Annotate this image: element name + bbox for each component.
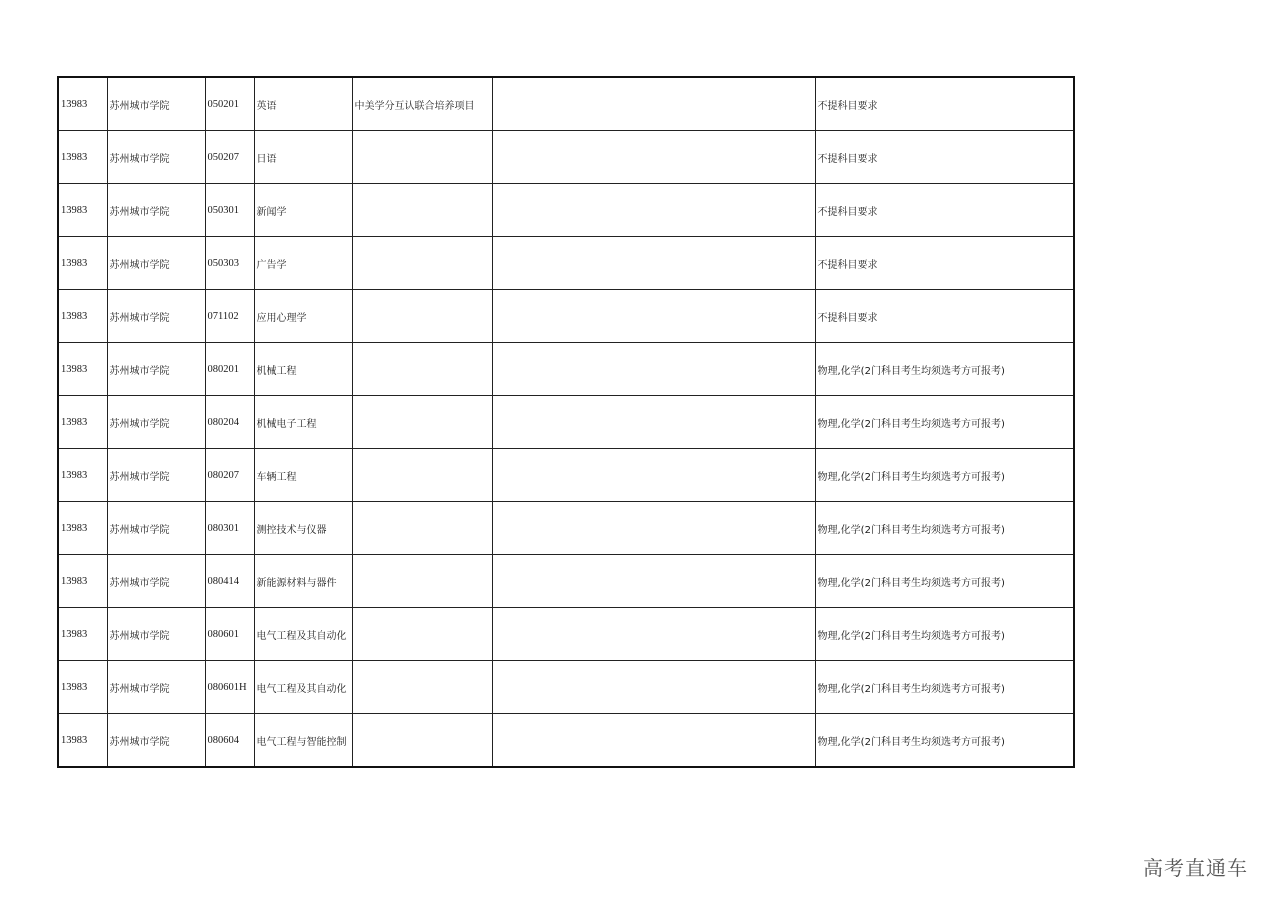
major-name-cell: 机械工程 [254, 343, 352, 396]
table-row [58, 343, 1074, 396]
note-cell [352, 449, 492, 502]
major-name-cell: 广告学 [254, 237, 352, 290]
major-name-cell: 英语 [254, 77, 352, 131]
blank-cell [492, 184, 815, 237]
note-cell [352, 396, 492, 449]
blank-cell [492, 290, 815, 343]
school-name-cell: 苏州城市学院 [107, 449, 205, 502]
subject-requirement-cell: 物理,化学(2门科目考生均须选考方可报考) [815, 502, 1074, 555]
major-code-cell: 050207 [205, 131, 254, 184]
admission-table [57, 76, 1075, 768]
blank-cell [492, 661, 815, 714]
note-cell [352, 555, 492, 608]
school-code-cell: 13983 [58, 290, 107, 343]
major-name-cell: 新闻学 [254, 184, 352, 237]
blank-cell [492, 714, 815, 768]
major-name-cell: 机械电子工程 [254, 396, 352, 449]
major-code-cell: 080601 [205, 608, 254, 661]
watermark-text: 高考直通车 [1143, 856, 1248, 880]
note-cell [352, 714, 492, 768]
table-body [58, 77, 1074, 767]
major-name-cell: 电气工程及其自动化 [254, 608, 352, 661]
school-code-cell: 13983 [58, 661, 107, 714]
table-row [58, 449, 1074, 502]
table-row [58, 661, 1074, 714]
table-row [58, 502, 1074, 555]
school-code-cell: 13983 [58, 555, 107, 608]
blank-cell [492, 343, 815, 396]
note-cell: 中美学分互认联合培养项目 [352, 77, 492, 131]
subject-requirement-cell: 不提科目要求 [815, 237, 1074, 290]
table-row [58, 237, 1074, 290]
major-name-cell: 电气工程及其自动化 [254, 661, 352, 714]
blank-cell [492, 131, 815, 184]
subject-requirement-cell: 物理,化学(2门科目考生均须选考方可报考) [815, 343, 1074, 396]
school-code-cell: 13983 [58, 77, 107, 131]
note-cell [352, 237, 492, 290]
school-name-cell: 苏州城市学院 [107, 555, 205, 608]
major-name-cell: 日语 [254, 131, 352, 184]
major-code-cell: 050301 [205, 184, 254, 237]
major-code-cell: 080604 [205, 714, 254, 768]
table-row [58, 714, 1074, 768]
note-cell [352, 184, 492, 237]
note-cell [352, 290, 492, 343]
major-code-cell: 080207 [205, 449, 254, 502]
note-cell [352, 608, 492, 661]
subject-requirement-cell: 物理,化学(2门科目考生均须选考方可报考) [815, 714, 1074, 768]
subject-requirement-cell: 物理,化学(2门科目考生均须选考方可报考) [815, 396, 1074, 449]
school-name-cell: 苏州城市学院 [107, 661, 205, 714]
major-code-cell: 080204 [205, 396, 254, 449]
table-row [58, 608, 1074, 661]
school-name-cell: 苏州城市学院 [107, 396, 205, 449]
note-cell [352, 502, 492, 555]
subject-requirement-cell: 物理,化学(2门科目考生均须选考方可报考) [815, 449, 1074, 502]
school-code-cell: 13983 [58, 714, 107, 768]
school-name-cell: 苏州城市学院 [107, 184, 205, 237]
major-name-cell: 测控技术与仪器 [254, 502, 352, 555]
table-row [58, 131, 1074, 184]
table-row [58, 77, 1074, 131]
school-code-cell: 13983 [58, 184, 107, 237]
subject-requirement-cell: 不提科目要求 [815, 290, 1074, 343]
major-code-cell: 080201 [205, 343, 254, 396]
major-name-cell: 车辆工程 [254, 449, 352, 502]
blank-cell [492, 608, 815, 661]
school-name-cell: 苏州城市学院 [107, 131, 205, 184]
blank-cell [492, 449, 815, 502]
major-name-cell: 电气工程与智能控制 [254, 714, 352, 768]
school-code-cell: 13983 [58, 131, 107, 184]
subject-requirement-cell: 物理,化学(2门科目考生均须选考方可报考) [815, 555, 1074, 608]
major-code-cell: 080601H [205, 661, 254, 714]
note-cell [352, 131, 492, 184]
subject-requirement-cell: 不提科目要求 [815, 184, 1074, 237]
school-code-cell: 13983 [58, 449, 107, 502]
school-name-cell: 苏州城市学院 [107, 502, 205, 555]
school-code-cell: 13983 [58, 396, 107, 449]
blank-cell [492, 555, 815, 608]
table-row [58, 290, 1074, 343]
school-name-cell: 苏州城市学院 [107, 714, 205, 768]
blank-cell [492, 396, 815, 449]
subject-requirement-cell: 物理,化学(2门科目考生均须选考方可报考) [815, 661, 1074, 714]
subject-requirement-cell: 物理,化学(2门科目考生均须选考方可报考) [815, 608, 1074, 661]
table-row [58, 396, 1074, 449]
school-name-cell: 苏州城市学院 [107, 343, 205, 396]
table-row [58, 184, 1074, 237]
major-code-cell: 080301 [205, 502, 254, 555]
school-code-cell: 13983 [58, 502, 107, 555]
subject-requirement-cell: 不提科目要求 [815, 77, 1074, 131]
school-name-cell: 苏州城市学院 [107, 237, 205, 290]
table-row [58, 555, 1074, 608]
blank-cell [492, 77, 815, 131]
major-code-cell: 050303 [205, 237, 254, 290]
school-name-cell: 苏州城市学院 [107, 290, 205, 343]
blank-cell [492, 237, 815, 290]
note-cell [352, 661, 492, 714]
school-code-cell: 13983 [58, 343, 107, 396]
blank-cell [492, 502, 815, 555]
school-code-cell: 13983 [58, 608, 107, 661]
note-cell [352, 343, 492, 396]
subject-requirement-cell: 不提科目要求 [815, 131, 1074, 184]
major-name-cell: 新能源材料与器件 [254, 555, 352, 608]
major-code-cell: 080414 [205, 555, 254, 608]
major-code-cell: 071102 [205, 290, 254, 343]
major-name-cell: 应用心理学 [254, 290, 352, 343]
school-code-cell: 13983 [58, 237, 107, 290]
major-code-cell: 050201 [205, 77, 254, 131]
school-name-cell: 苏州城市学院 [107, 608, 205, 661]
school-name-cell: 苏州城市学院 [107, 77, 205, 131]
